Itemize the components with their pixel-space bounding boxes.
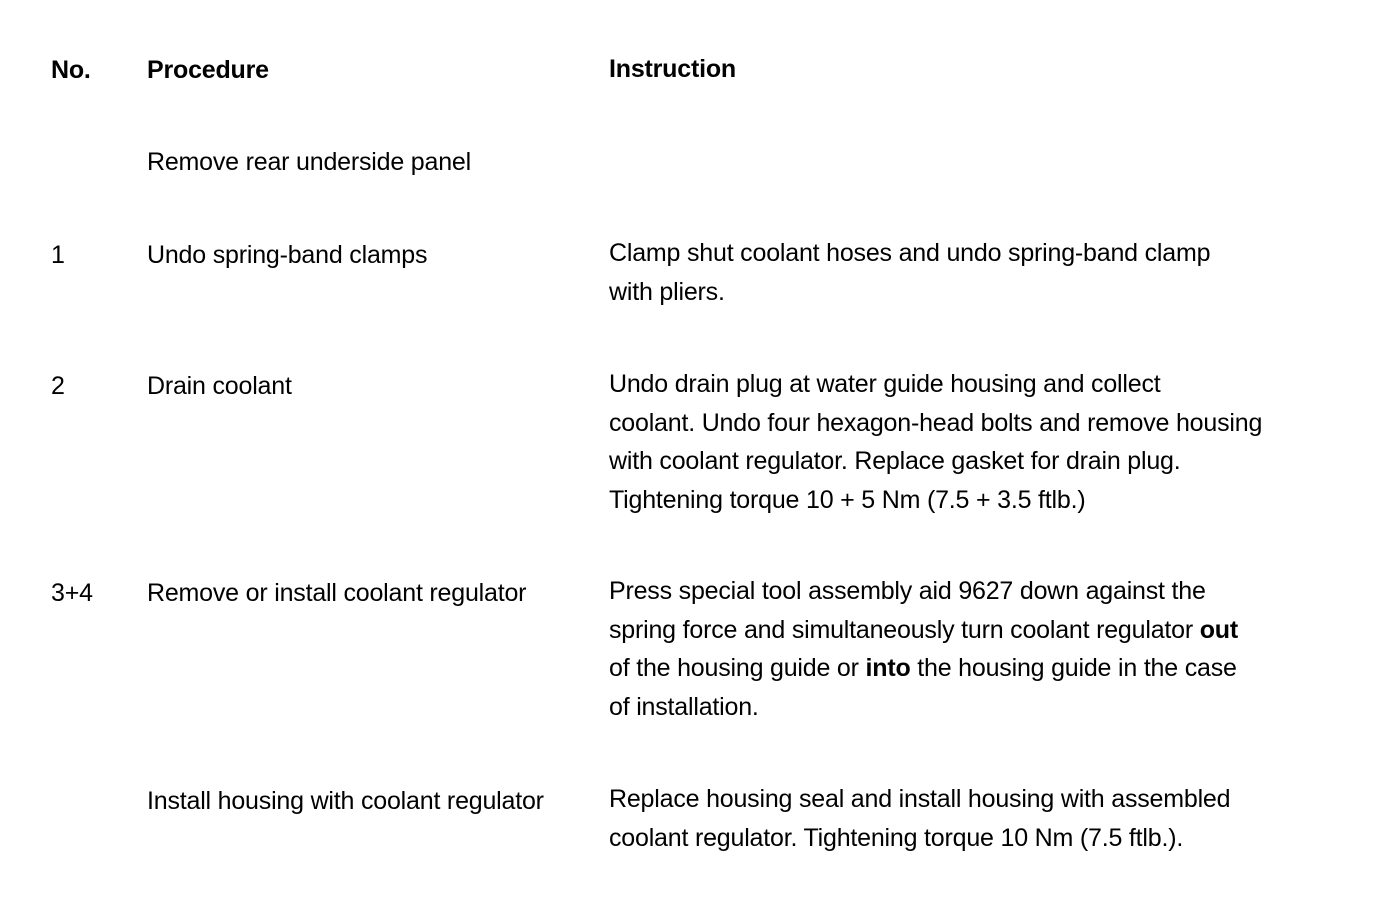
- row-3-instruction-text: of the housing guide or: [609, 654, 866, 682]
- emphasis-out: out: [1199, 615, 1239, 644]
- row-1-instruction-line: with pliers.: [609, 277, 725, 306]
- row-2-no: 2: [51, 372, 65, 400]
- row-3-instruction-text: the housing guide in the case: [910, 654, 1237, 682]
- row-3-instruction-line: [609, 611, 1329, 650]
- row-3-instruction-line: [609, 688, 1329, 727]
- row-4-instruction-line: Replace housing seal and install housing with assembled: [609, 785, 1231, 813]
- row-3-instruction-text: of installation.: [609, 692, 759, 721]
- row-2-instruction-line: coolant. Undo four hexagon-head bolts and remove housing: [609, 408, 1263, 437]
- row-1-instruction: [609, 234, 1329, 311]
- header-instruction: Instruction: [609, 55, 736, 83]
- row-3-instruction: [609, 572, 1329, 726]
- row-4-procedure: Install housing with coolant regulator: [147, 787, 544, 815]
- header-procedure: Procedure: [147, 56, 269, 84]
- row-2-instruction-line: with coolant regulator. Replace gasket for drain plug.: [609, 447, 1181, 475]
- row-3-instruction-line: [609, 649, 1329, 688]
- header-no: No.: [51, 56, 91, 84]
- row-0-procedure: Remove rear underside panel: [147, 148, 471, 176]
- row-2-instruction-line: Tightening torque 10 + 5 Nm (7.5 + 3.5 ftlb.): [609, 485, 1086, 514]
- row-1-procedure: Undo spring-band clamps: [147, 241, 428, 269]
- row-2-procedure: Drain coolant: [147, 372, 292, 400]
- row-2-instruction: [609, 365, 1329, 519]
- row-3-procedure: Remove or install coolant regulator: [147, 579, 527, 607]
- row-3-instruction-line: [609, 572, 1329, 611]
- row-3-no: 3+4: [51, 579, 93, 607]
- row-2-instruction-line: Undo drain plug at water guide housing and collect: [609, 370, 1161, 398]
- row-4-instruction-line: coolant regulator. Tightening torque 10 Nm (7.5 ftlb.).: [609, 823, 1184, 852]
- emphasis-into: into: [865, 654, 911, 682]
- row-1-instruction-line: Clamp shut coolant hoses and undo spring-band clamp: [609, 239, 1211, 267]
- row-4-instruction: [609, 780, 1329, 857]
- row-1-no: 1: [51, 241, 65, 269]
- row-3-instruction-text: Press special tool assembly aid 9627 down against the: [609, 577, 1206, 605]
- row-3-instruction-text: spring force and simultaneously turn coolant regulator: [609, 615, 1200, 644]
